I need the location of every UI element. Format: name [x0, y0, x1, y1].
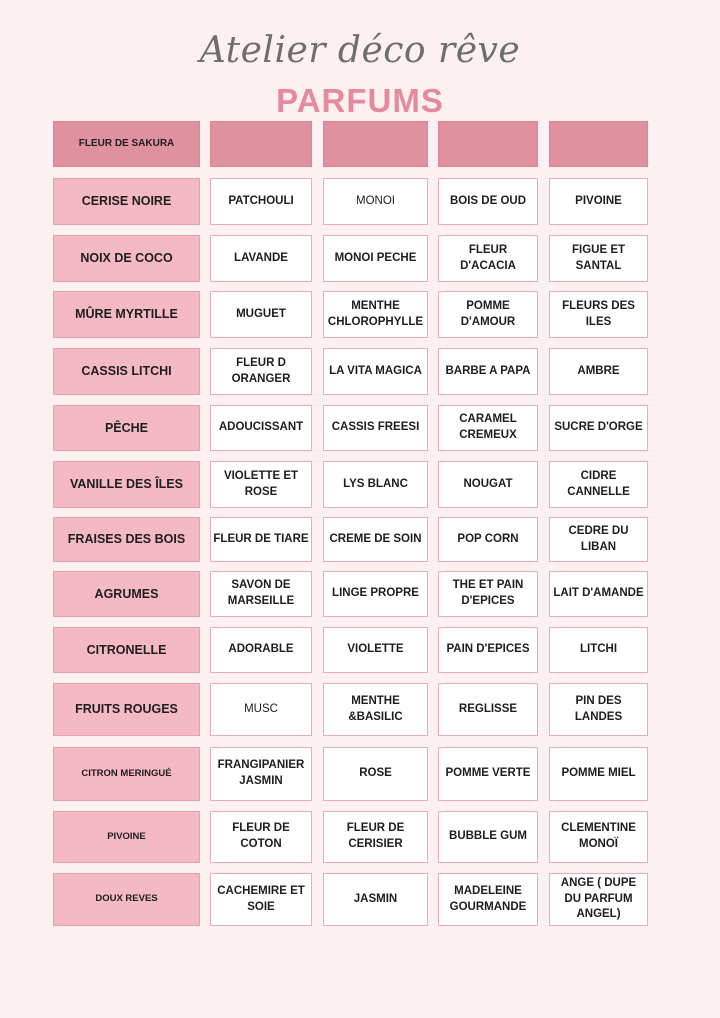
table-cell: FLEUR D'ACACIA	[438, 235, 538, 282]
table-cell: FLEUR DE CERISIER	[323, 811, 428, 863]
table-cell: MONOI	[323, 178, 428, 225]
table-cell: POP CORN	[438, 517, 538, 562]
table-cell: THE ET PAIN D'EPICES	[438, 571, 538, 617]
table-cell: FLEUR D ORANGER	[210, 348, 312, 395]
table-cell: PAIN D'EPICES	[438, 627, 538, 673]
table-cell: MONOI PECHE	[323, 235, 428, 282]
row-label: DOUX REVES	[53, 873, 200, 926]
header-cell	[438, 121, 538, 167]
row-label: PÊCHE	[53, 405, 200, 451]
row-label: MÛRE MYRTILLE	[53, 291, 200, 338]
row-label: AGRUMES	[53, 571, 200, 617]
page-title: PARFUMS	[276, 82, 444, 119]
row-label: CITRON MERINGUÉ	[53, 747, 200, 801]
table-cell: AMBRE	[549, 348, 648, 395]
table-cell: BUBBLE GUM	[438, 811, 538, 863]
row-label: FRAISES DES BOIS	[53, 517, 200, 562]
row-label: CASSIS LITCHI	[53, 348, 200, 395]
header-cell	[210, 121, 312, 167]
row-label: VANILLE DES ÎLES	[53, 461, 200, 508]
table-cell: BOIS DE OUD	[438, 178, 538, 225]
table-cell: MADELEINE GOURMANDE	[438, 873, 538, 926]
table-cell: LITCHI	[549, 627, 648, 673]
table-cell: LAIT D'AMANDE	[549, 571, 648, 617]
row-label: CITRONELLE	[53, 627, 200, 673]
header-cell	[323, 121, 428, 167]
table-cell: PIN DES LANDES	[549, 683, 648, 736]
table-cell: LAVANDE	[210, 235, 312, 282]
header-cell-label: FLEUR DE SAKURA	[53, 121, 200, 167]
table-cell: NOUGAT	[438, 461, 538, 508]
table-cell: VIOLETTE	[323, 627, 428, 673]
table-cell: FLEUR DE TIARE	[210, 517, 312, 562]
table-cell: SUCRE D'ORGE	[549, 405, 648, 451]
brand-title: Atelier déco rêve	[199, 30, 521, 71]
table-cell: CASSIS FREESI	[323, 405, 428, 451]
row-label: PIVOINE	[53, 811, 200, 863]
table-cell: ADOUCISSANT	[210, 405, 312, 451]
table-cell: REGLISSE	[438, 683, 538, 736]
table-cell: PIVOINE	[549, 178, 648, 225]
table-cell: LINGE PROPRE	[323, 571, 428, 617]
table-cell: SAVON DE MARSEILLE	[210, 571, 312, 617]
table-cell: CARAMEL CREMEUX	[438, 405, 538, 451]
table-cell: POMME MIEL	[549, 747, 648, 801]
table-cell: MUGUET	[210, 291, 312, 338]
table-cell: MUSC	[210, 683, 312, 736]
table-cell: ANGE ( DUPE DU PARFUM ANGEL)	[549, 873, 648, 926]
table-cell: PATCHOULI	[210, 178, 312, 225]
table-cell: ROSE	[323, 747, 428, 801]
table-cell: POMME D'AMOUR	[438, 291, 538, 338]
table-cell: JASMIN	[323, 873, 428, 926]
row-label: FRUITS ROUGES	[53, 683, 200, 736]
table-cell: BARBE A PAPA	[438, 348, 538, 395]
row-label: NOIX DE COCO	[53, 235, 200, 282]
table-cell: FIGUE ET SANTAL	[549, 235, 648, 282]
table-cell: CACHEMIRE ET SOIE	[210, 873, 312, 926]
table-cell: LA VITA MAGICA	[323, 348, 428, 395]
table-cell: VIOLETTE ET ROSE	[210, 461, 312, 508]
table-cell: CLEMENTINE MONOÏ	[549, 811, 648, 863]
table-cell: FRANGIPANIER JASMIN	[210, 747, 312, 801]
table-cell: FLEURS DES ILES	[549, 291, 648, 338]
table-cell: ADORABLE	[210, 627, 312, 673]
header-cell	[549, 121, 648, 167]
table-cell: CREME DE SOIN	[323, 517, 428, 562]
table-cell: MENTHE &BASILIC	[323, 683, 428, 736]
table-cell: FLEUR DE COTON	[210, 811, 312, 863]
table-cell: CIDRE CANNELLE	[549, 461, 648, 508]
table-cell: MENTHE CHLOROPHYLLE	[323, 291, 428, 338]
table-cell: CEDRE DU LIBAN	[549, 517, 648, 562]
row-label: CERISE NOIRE	[53, 178, 200, 225]
table-cell: POMME VERTE	[438, 747, 538, 801]
table-cell: LYS BLANC	[323, 461, 428, 508]
